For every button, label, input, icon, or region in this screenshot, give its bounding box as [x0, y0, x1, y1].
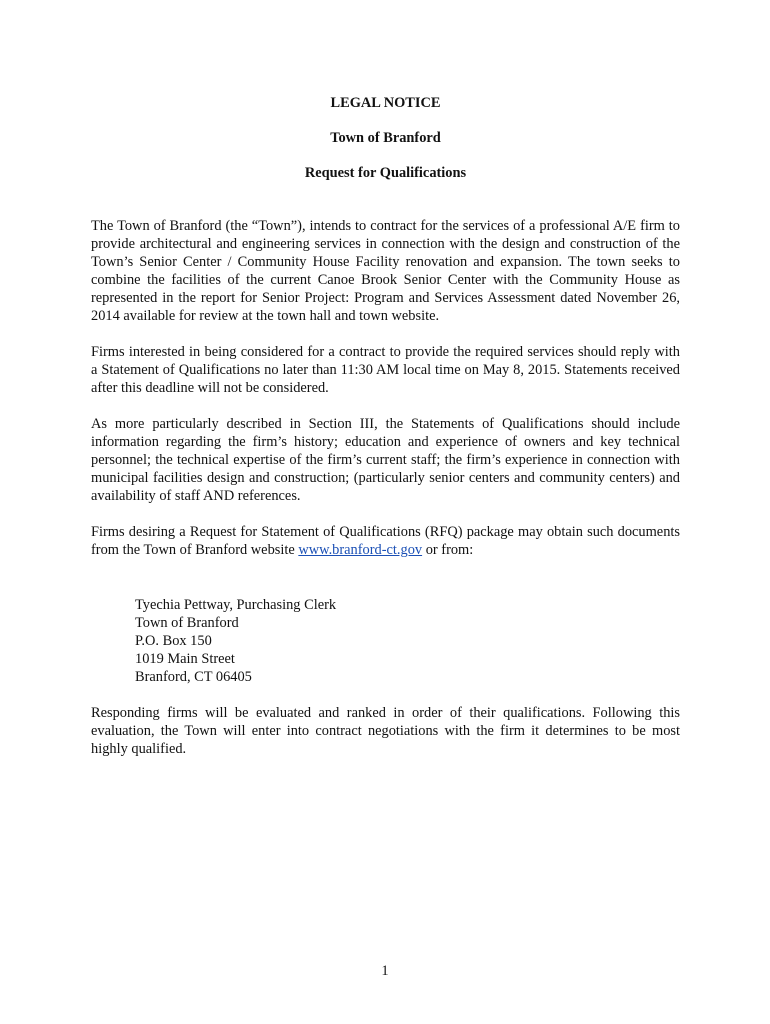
contact-city: Branford, CT 06405	[135, 669, 252, 685]
contact-address	[135, 596, 680, 686]
rfq-text-after: or from:	[422, 542, 474, 558]
section-iii-paragraph: As more particularly described in Section III, the Statements of Qualifications should include information regarding the firm’s history; education and experience of owners and key technical personnel; the technical expertise of the firm’s current staff; the firm’s experience in connection with municipal facilities design and construction; (particularly senior centers and community centers) and availability of staff AND references.	[91, 416, 680, 504]
rfq-text-before: Firms desiring a Request for Statement of Qualifications (RFQ) package may obtain such documents from the Town of Branford website	[91, 524, 680, 558]
request-heading: Request for Qualifications	[304, 165, 467, 181]
website-link[interactable]: www.branford-ct.gov	[298, 542, 423, 558]
town-heading: Town of Branford	[330, 130, 441, 146]
rfq-paragraph	[91, 523, 680, 559]
deadline-paragraph: Firms interested in being considered for a contract to provide the required services should reply with a Statement of Qualifications no later than 11:30 AM local time on May 8, 2015. Statements received after this deadline will not be considered.	[91, 344, 680, 396]
contact-name: Tyechia Pettway, Purchasing Clerk	[135, 597, 337, 613]
contact-po-box: P.O. Box 150	[135, 633, 212, 649]
contact-street: 1019 Main Street	[135, 651, 235, 667]
contact-org: Town of Branford	[135, 615, 239, 631]
legal-notice-heading: LEGAL NOTICE	[330, 95, 441, 111]
evaluation-paragraph: Responding firms will be evaluated and ranked in order of their qualifications. Following this evaluation, the Town will enter into contract negotiations with the firm it determines to be most highly qualified.	[91, 705, 680, 757]
intro-paragraph: The Town of Branford (the “Town”), intends to contract for the services of a professional A/E firm to provide architectural and engineering services in connection with the design and construction of the Town’s Senior Center / Community House Facility renovation and expansion. The town seeks to combine the facilities of the current Canoe Brook Senior Center with the Community House as represented in the report for Senior Project: Program and Services Assessment dated November 26, 2014 available for review at the town hall and town website.	[91, 218, 680, 324]
page-number: 1	[381, 963, 389, 979]
document-body	[91, 94, 680, 758]
